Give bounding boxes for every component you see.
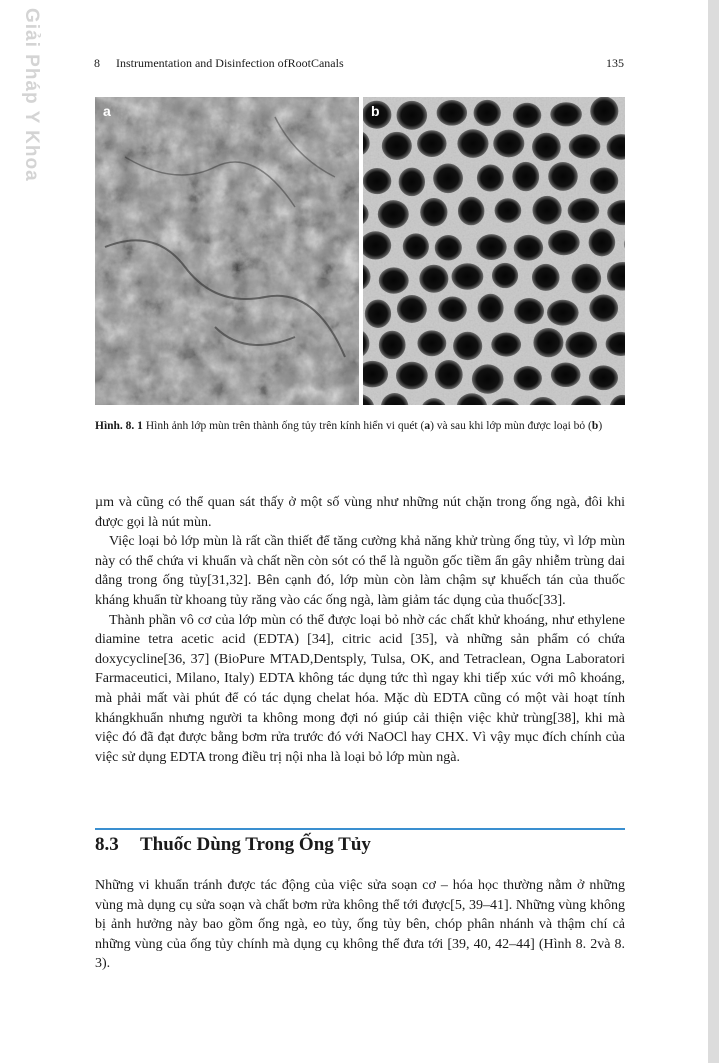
tubule-opening [513,103,541,128]
tubule-opening [437,100,467,126]
tubule-opening [397,295,427,323]
tubule-opening [476,234,506,260]
viewer-margin [708,0,719,1063]
tubule-opening [399,168,425,197]
paragraph: Thành phần vô cơ của lớp mùn có thể được loại bỏ nhờ các chất khử khoáng, như ethylene diamine tetra acetic acid (EDTA) [34], citric acid [35], và những sản phẩm có chứa doxycycline[36, 37] (BioPure MTAD,Dentsply, Tulsa, OK, and Tetraclean, Ogna Laboratori Farmaceutici, Milano, Italy) EDTA không tác dụng tức thì ngay khi tiếp xúc với mô khoáng, mà phải mất vài phút để có tác dụng chelat hóa. Mặc dù EDTA cũng có một vài hoạt tính khángkhuẩn nhưng người ta không mong đợi nó giúp cải thiện việc khử trùng[38], khi mà việc đó đã đạt được bằng bơm rửa trước đó với NaOCl hay CHX. Vì vậy mục đích chính của việc sử dụng EDTA trong điều trị nội nha là loại bỏ lớp mùn ngà. [95,612,625,765]
tubule-opening [589,365,618,390]
tubule-opening [589,294,618,321]
tubule-opening [532,133,561,161]
tubule-opening [590,168,618,194]
section-title: Thuốc Dùng Trong Ống Tủy [140,834,371,855]
running-head-left [94,56,344,71]
tubule-opening [477,164,504,191]
tubule-opening [565,332,597,358]
tubule-opening [514,366,542,390]
tubule-opening [417,130,447,157]
chapter-number: 8 [94,56,100,70]
tubule-opening [478,294,504,323]
tubule-opening [396,362,428,390]
tubule-opening [551,363,581,387]
panel-label-a: a [103,103,111,119]
caption-label: Hình. 8. 1 [95,420,143,432]
tubule-opening [452,263,484,289]
tubule-opening [453,332,482,360]
section-rule [95,828,625,830]
body-text-top [95,493,625,767]
watermark: Giải Pháp Y Khoa [21,8,42,182]
tubule-opening [382,132,412,160]
tubule-opening [548,230,580,255]
tubule-opening [457,129,488,158]
chapter-title: Instrumentation and Disinfection ofRootCanals [116,56,344,70]
section-number: 8.3 [95,834,119,855]
tubule-opening [403,233,429,259]
tubule-opening [435,360,463,389]
page-number: 135 [606,56,624,70]
tubule-opening [397,101,428,130]
tubule-opening [548,162,578,191]
tubule-opening [379,331,406,359]
figure-8-1 [95,97,625,405]
caption-ref-b: b [591,420,599,432]
panel-label-b: b [371,103,380,119]
tubule-opening [532,196,561,225]
caption-text-3: ) [598,420,603,432]
tubule-opening [491,333,521,357]
tubule-opening [590,97,618,126]
tubule-opening [433,164,463,194]
sem-image-open-tubules [363,97,625,405]
tubule-opening [435,235,462,260]
tubule-opening [420,198,447,226]
caption-text-1: Hình ảnh lớp mùn trên thành ống tủy trên kính hiển vi quét ( [145,420,425,432]
tubule-opening [550,102,582,126]
caption-text-2: ) và sau khi lớp mùn được loại bỏ ( [430,420,592,432]
tubule-opening [493,130,524,158]
tubule-opening [512,162,539,191]
paragraph: Việc loại bỏ lớp mùn là rất cần thiết để tăng cường khả năng khử trùng ống tủy, vì lớp mùn này có thể chứa vi khuẩn và chất nền còn sót có thể là nguồn gốc tiềm ẩn gây nhiễm trùng dai dẳng trong ống tủy[31,32]. Bên cạnh đó, lớp mùn còn làm chậm sự khuếch tán của thuốc kháng khuẩn từ khoang tủy răng vào các ống ngà, làm giảm tác dụng của thuốc[33]. [95,534,625,608]
sem-image-smear-layer [95,97,359,405]
running-head [94,56,624,71]
tubule-opening [417,330,446,356]
paragraph: µm và cũng có thể quan sát thấy ở một số vùng như những nút chặn trong ống ngà, đôi khi được gọi là nút mùn. [95,495,625,530]
tubule-opening [514,298,544,324]
tubule-opening [365,300,391,328]
tubule-opening [363,168,391,194]
body-text-bottom [95,876,625,974]
caption-ref-a: a [424,420,431,432]
tubule-opening [589,228,616,256]
figure-caption [95,418,670,434]
tubule-opening [492,263,518,288]
tubule-opening [547,300,579,326]
tubule-opening [378,200,409,228]
tubule-opening [533,328,563,357]
tubule-opening [514,235,543,261]
tubule-opening [419,265,448,293]
tubule-opening [472,364,504,393]
tubule-opening [568,198,600,223]
section-heading [95,834,625,856]
tubule-opening [572,264,602,294]
tubule-opening [474,100,501,126]
paragraph: Những vi khuẩn tránh được tác động của việc sửa soạn cơ – hóa học thường nằm ở những vùng mà dụng cụ sửa soạn và chất bơm rửa không thể tới được[5, 39–41]. Những vùng không bị ảnh hưởng này bao gồm ống ngà, eo tủy, ống tủy bên, chóp phân nhánh và thậm chí cả những vùng của ống tủy chính mà dụng cụ không thể đưa tới [39, 40, 42–44] (Hình 8. 2và 8. 3). [95,878,625,972]
smear-layer-texture [95,97,359,405]
tubule-opening [438,297,466,322]
tubule-opening [458,197,484,226]
tubule-opening [379,267,409,293]
tubule-opening [495,198,522,222]
tubule-opening [532,264,560,291]
dentinal-tubules-pattern [363,97,625,405]
tubule-opening [569,134,601,158]
